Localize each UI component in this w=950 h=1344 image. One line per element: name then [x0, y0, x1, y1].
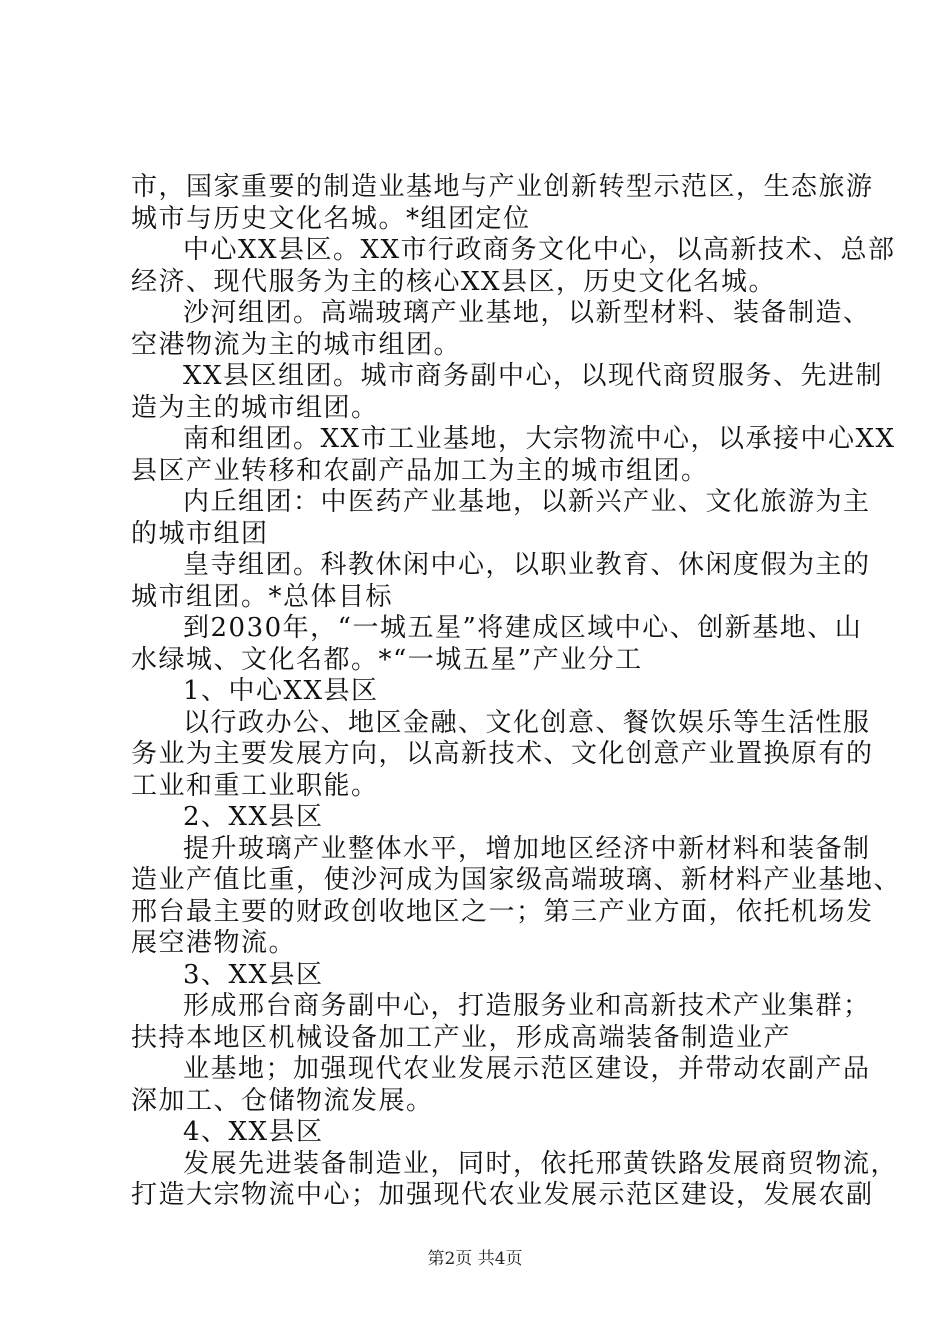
text-line: 工业和重工业职能。 [131, 770, 379, 801]
text-line: 提升玻璃产业整体水平，增加地区经济中新材料和装备制 [183, 833, 871, 864]
page-footer [0, 1244, 950, 1269]
text-line: 造业产值比重，使沙河成为国家级高端玻璃、新材料产业基地、 [131, 865, 902, 895]
document-body [131, 172, 902, 1212]
text-line: 1、中心XX县区 [183, 676, 379, 706]
text-line: 发展先进装备制造业，同时，依托邢黄铁路发展商贸物流， [183, 1148, 899, 1179]
text-line: 务业为主要发展方向，以高新技术、文化创意产业置换原有的 [131, 739, 874, 769]
text-line: 沙河组团。高端玻璃产业基地，以新型材料、装备制造、 [183, 298, 871, 328]
text-line: 2、XX县区 [183, 802, 324, 832]
page-number-label: 第2页 共4页 [427, 1249, 523, 1269]
text-line: 打造大宗物流中心；加强现代农业发展示范区建设，发展农副 [131, 1180, 874, 1210]
text-line: 造为主的城市组团。 [131, 392, 379, 423]
text-line: 3、XX县区 [183, 959, 324, 990]
text-line: 形成邢台商务副中心，打造服务业和高新技术产业集群； [183, 991, 871, 1021]
text-line: 空港物流为主的城市组团。 [131, 329, 462, 360]
text-line: 业基地；加强现代农业发展示范区建设，并带动农副产品 [183, 1054, 871, 1084]
text-line: 邢台最主要的财政创收地区之一；第三产业方面，依托机场发 [131, 896, 874, 927]
text-line: 深加工、仓储物流发展。 [131, 1085, 434, 1116]
text-line: 的城市组团 [131, 518, 269, 549]
text-line: 城市组团。*总体目标 [131, 581, 394, 612]
text-line: 内丘组团：中医药产业基地，以新兴产业、文化旅游为主 [183, 487, 871, 517]
text-line: 经济、现代服务为主的核心XX县区，历史文化名城。 [131, 266, 777, 297]
text-line: XX县区组团。城市商务副中心，以现代商贸服务、先进制 [183, 361, 884, 391]
text-line: 4、XX县区 [183, 1117, 324, 1147]
text-line: 市，国家重要的制造业基地与产业创新转型示范区，生态旅游 [131, 172, 874, 202]
text-line: 皇寺组团。科教休闲中心，以职业教育、休闲度假为主的 [183, 550, 871, 580]
text-line: 南和组团。XX市工业基地，大宗物流中心，以承接中心XX [183, 424, 896, 454]
text-line: 到2030年，“一城五星”将建成区域中心、创新基地、山 [183, 613, 863, 643]
text-line: 县区产业转移和农副产品加工为主的城市组团。 [131, 455, 709, 486]
text-line: 中心XX县区。XX市行政商务文化中心，以高新技术、总部 [183, 235, 896, 265]
text-line: 以行政办公、地区金融、文化创意、餐饮娱乐等生活性服 [183, 707, 871, 738]
text-line: 水绿城、文化名都。*“一城五星”产业分工 [131, 644, 643, 675]
text-line: 扶持本地区机械设备加工产业，形成高端装备制造业产 [131, 1022, 792, 1053]
text-line: 城市与历史文化名城。*组团定位 [131, 203, 531, 234]
text-line: 展空港物流。 [131, 928, 297, 958]
